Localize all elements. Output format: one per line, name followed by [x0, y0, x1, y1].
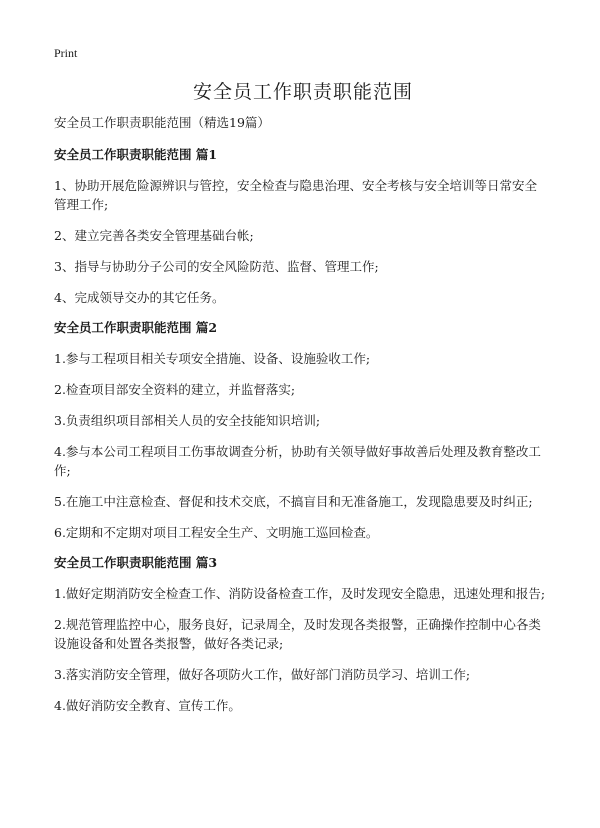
section-heading: 安全员工作职责职能范围 篇2 — [54, 320, 218, 335]
list-item: 5.在施工中注意检查、督促和技术交底，不搞盲目和无准备施工，发现隐患要及时纠正; — [54, 494, 533, 509]
list-item: 2、建立完善各类安全管理基础台帐; — [54, 228, 254, 243]
list-item: 2.检查项目部安全资料的建立，并监督落实; — [54, 382, 296, 397]
document-subtitle: 安全员工作职责职能范围（精选19篇） — [54, 115, 270, 130]
print-label: Print — [54, 46, 78, 60]
section-3 — [54, 554, 552, 715]
section-2 — [54, 319, 552, 542]
list-item: 3.落实消防安全管理，做好各项防火工作，做好部门消防员学习、培训工作; — [54, 667, 471, 682]
list-item: 4.做好消防安全教育、宣传工作。 — [54, 698, 241, 713]
list-item: 1.做好定期消防安全检查工作、消防设备检查工作，及时发现安全隐患，迅速处理和报告; — [54, 586, 546, 601]
section-heading: 安全员工作职责职能范围 篇3 — [54, 555, 218, 570]
list-item: 1.参与工程项目相关专项安全措施、设备、设施验收工作; — [54, 351, 371, 366]
document-title: 安全员工作职责职能范围 — [192, 81, 413, 103]
section-heading: 安全员工作职责职能范围 篇1 — [54, 147, 218, 162]
section-1 — [54, 146, 552, 307]
list-item: 4.参与本公司工程项目工伤事故调查分析，协助有关领导做好事故善后处理及教育整改工作; — [54, 444, 541, 478]
list-item: 2.规范管理监控中心，服务良好，记录周全，及时发现各类报警，正确操作控制中心各类设施设备和处置各类报警，做好各类记录; — [54, 617, 541, 651]
list-item: 1、协助开展危险源辨识与管控，安全检查与隐患治理、安全考核与安全培训等日常安全管理工作; — [54, 178, 537, 212]
list-item: 6.定期和不定期对项目工程安全生产、文明施工巡回检查。 — [54, 525, 379, 540]
list-item: 3.负责组织项目部相关人员的安全技能知识培训; — [54, 413, 321, 428]
list-item: 3、指导与协助分子公司的安全风险防范、监督、管理工作; — [54, 259, 379, 274]
list-item: 4、完成领导交办的其它任务。 — [54, 290, 225, 305]
